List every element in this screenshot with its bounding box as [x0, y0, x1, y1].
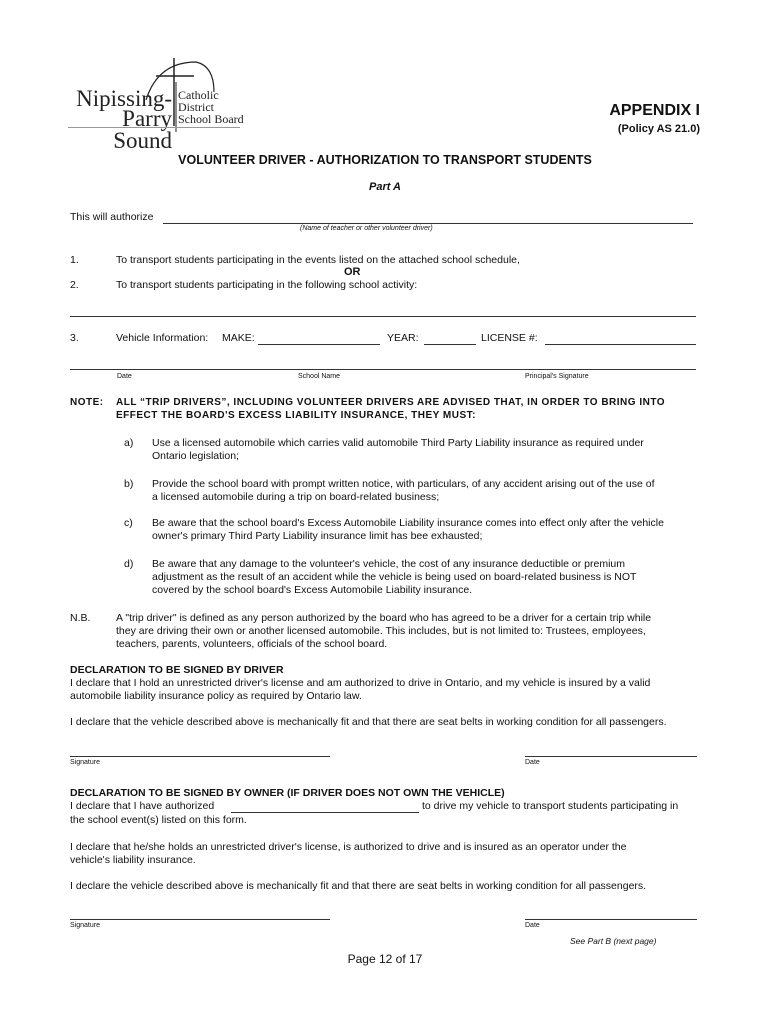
caption-date: Date — [117, 373, 132, 380]
note-label: NOTE: — [70, 397, 104, 408]
make-label: MAKE: — [222, 332, 255, 344]
school-signature-line[interactable] — [70, 369, 696, 370]
driver-declaration-heading: DECLARATION TO BE SIGNED BY DRIVER — [70, 664, 284, 676]
logo-board-line1: Catholic — [178, 88, 219, 102]
note-item-b-line: a licensed automobile during a trip on board-related business; — [152, 491, 440, 503]
driver-signature-caption: Signature — [70, 759, 100, 766]
license-field[interactable] — [545, 344, 696, 345]
or-label: OR — [344, 266, 361, 278]
page-number: Page 12 of 17 — [347, 952, 423, 966]
owner-date-field[interactable] — [525, 919, 697, 920]
nb-label: N.B. — [70, 612, 91, 624]
item-1-text: To transport students participating in the events listed on the attached school schedule, — [116, 254, 520, 266]
owner-declaration-heading: DECLARATION TO BE SIGNED BY OWNER (IF DRIVER DOES NOT OWN THE VEHICLE) — [70, 787, 505, 799]
nb-line: A "trip driver" is defined as any person authorized by the board who has agreed to be a driver for a certain trip while — [116, 612, 652, 624]
owner-declaration-line1b: to drive my vehicle to transport students participating in — [422, 800, 679, 812]
authorized-driver-field[interactable] — [231, 812, 419, 813]
note-item-b-line: Provide the school board with prompt written notice, with particulars, of any accident arising out of the use of — [152, 478, 655, 490]
caption-principal-signature: Principal's Signature — [525, 373, 589, 380]
year-field[interactable] — [424, 344, 476, 345]
note-line2: EFFECT THE BOARD'S EXCESS LIABILITY INSURANCE, THEY MUST: — [116, 410, 476, 421]
year-label: YEAR: — [387, 332, 419, 344]
note-item-b-letter: b) — [124, 478, 134, 490]
part-a-label: Part A — [369, 181, 401, 193]
note-item-a-letter: a) — [124, 437, 134, 449]
logo-name-line1: Nipissing- — [76, 86, 172, 111]
item-3-number: 3. — [70, 332, 79, 344]
make-field[interactable] — [258, 344, 380, 345]
authorize-label: This will authorize — [70, 211, 154, 223]
owner-date-caption: Date — [525, 922, 540, 929]
authorize-caption: (Name of teacher or other volunteer driver) — [300, 225, 433, 232]
note-item-a-line: Ontario legislation; — [152, 450, 239, 462]
item-2-text: To transport students participating in the following school activity: — [116, 279, 418, 291]
driver-declaration-line2: automobile liability insurance policy as required by Ontario law. — [70, 690, 362, 702]
note-item-c-line: Be aware that the school board's Excess Automobile Liability insurance comes into effect only after the vehicle — [152, 517, 664, 529]
see-part-b-note: See Part B (next page) — [570, 936, 657, 946]
nb-line: teachers, parents, volunteers, officials of the school board. — [116, 638, 388, 650]
note-item-c-line: owner's primary Third Party Liability insurance limit has bee exhausted; — [152, 530, 483, 542]
logo-board-line3: School Board — [178, 112, 244, 126]
owner-signature-caption: Signature — [70, 922, 100, 929]
owner-declaration-line4: vehicle's liability insurance. — [70, 854, 196, 866]
driver-date-field[interactable] — [525, 756, 697, 757]
nb-line: they are driving their own or another licensed automobile. This includes, but is not limited to: Trustees, employees, — [116, 625, 646, 637]
authorize-name-field[interactable] — [163, 223, 693, 224]
owner-declaration-line5: I declare the vehicle described above is mechanically fit and that there are seat belts in working condition for all passengers. — [70, 880, 647, 892]
form-title: VOLUNTEER DRIVER - AUTHORIZATION TO TRANSPORT STUDENTS — [178, 153, 592, 167]
owner-declaration-line3: I declare that he/she holds an unrestricted driver's license, is authorized to drive and is insured as an operator under the — [70, 841, 627, 853]
logo-name-line2: Parry Sound — [113, 106, 172, 153]
note-item-d-line: Be aware that any damage to the volunteer's vehicle, the cost of any insurance deductible or premium — [152, 558, 626, 570]
appendix-policy: (Policy AS 21.0) — [617, 123, 700, 135]
item-2-number: 2. — [70, 279, 79, 291]
caption-school-name: School Name — [298, 373, 341, 380]
logo-underline — [68, 127, 240, 128]
owner-signature-field[interactable] — [70, 919, 330, 920]
note-item-d-letter: d) — [124, 558, 134, 570]
driver-declaration-line3: I declare that the vehicle described above is mechanically fit and that there are seat belts in working condition for all passengers. — [70, 716, 667, 728]
note-item-d-line: covered by the school board's Excess Automobile Liability insurance. — [152, 584, 473, 596]
note-item-d-line: adjustment as the result of an accident while the vehicle is being used on board-related business is NOT — [152, 571, 637, 583]
note-item-a-line: Use a licensed automobile which carries valid automobile Third Party Liability insurance as required under — [152, 437, 644, 449]
school-activity-field[interactable] — [70, 316, 696, 317]
driver-date-caption: Date — [525, 759, 540, 766]
note-line1: ALL “TRIP DRIVERS”, INCLUDING VOLUNTEER DRIVERS ARE ADVISED THAT, IN ORDER TO BRING INTO — [116, 397, 666, 408]
license-label: LICENSE #: — [481, 332, 538, 344]
appendix-title: APPENDIX I — [609, 102, 700, 119]
logo-board-line2: District — [178, 100, 214, 114]
owner-declaration-line1a: I declare that I have authorized — [70, 800, 215, 812]
driver-declaration-line1: I declare that I hold an unrestricted driver's license and am authorized to drive in Ontario, and my vehicle is insured by a valid — [70, 677, 651, 689]
item-1-number: 1. — [70, 254, 79, 266]
owner-declaration-line2: the school event(s) listed on this form. — [70, 814, 247, 826]
driver-signature-field[interactable] — [70, 756, 330, 757]
note-item-c-letter: c) — [124, 517, 133, 529]
vehicle-info-label: Vehicle Information: — [116, 332, 209, 344]
